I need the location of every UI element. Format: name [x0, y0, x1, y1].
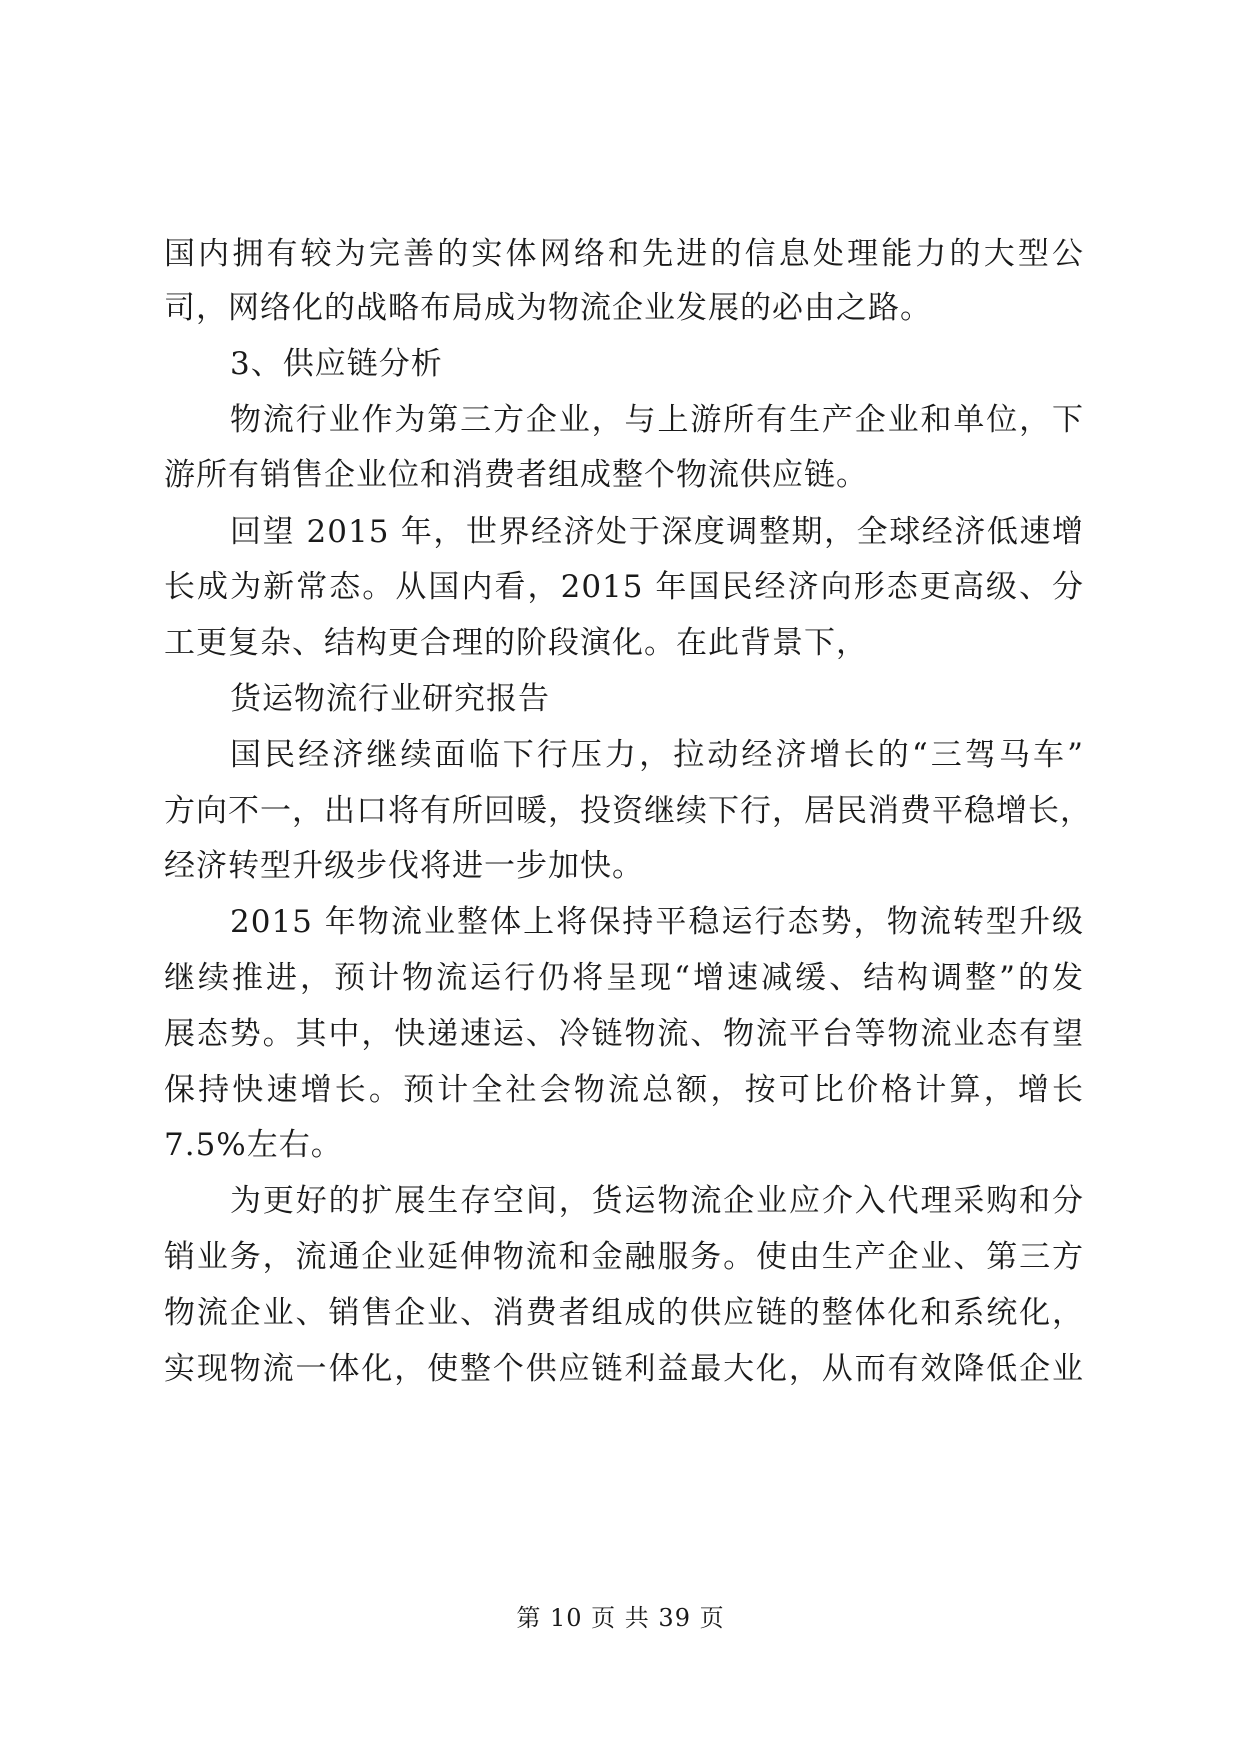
text-line: 实现物流一体化，使整个供应链利益最大化，从而有效降低企业 — [164, 1351, 1084, 1387]
text-line: 游所有销售企业位和消费者组成整个物流供应链。 — [164, 457, 868, 493]
text-line: 为更好的扩展生存空间，货运物流企业应介入代理采购和分 — [230, 1183, 1084, 1219]
text-line: 展态势。其中，快递速运、冷链物流、物流平台等物流业态有望 — [164, 1016, 1084, 1052]
text-line: 物流行业作为第三方企业，与上游所有生产企业和单位，下 — [230, 402, 1084, 438]
text-line: 经济转型升级步伐将进一步加快。 — [164, 848, 644, 884]
report-title-line: 货运物流行业研究报告 — [230, 681, 550, 717]
text-line: 销业务，流通企业延伸物流和金融服务。使由生产企业、第三方 — [164, 1239, 1084, 1275]
text-line: 方向不一，出口将有所回暖，投资继续下行，居民消费平稳增长， — [164, 793, 1092, 829]
text-line: 国内拥有较为完善的实体网络和先进的信息处理能力的大型公 — [164, 236, 1084, 272]
section-heading: 3、供应链分析 — [230, 346, 443, 382]
text-line: 国民经济继续面临下行压力，拉动经济增长的“三驾马车” — [230, 737, 1084, 773]
text-line: 长成为新常态。从国内看，2015 年国民经济向形态更高级、分 — [164, 569, 1084, 605]
text-line: 2015 年物流业整体上将保持平稳运行态势，物流转型升级 — [230, 904, 1084, 940]
text-line: 7.5%左右。 — [164, 1127, 343, 1163]
text-line: 回望 2015 年，世界经济处于深度调整期，全球经济低速增 — [230, 514, 1084, 550]
text-line: 司，网络化的战略布局成为物流企业发展的必由之路。 — [164, 290, 932, 326]
page-number-footer: 第 10 页 共 39 页 — [516, 1604, 725, 1632]
text-line: 继续推进，预计物流运行仍将呈现“增速减缓、结构调整”的发 — [164, 960, 1084, 996]
text-line: 保持快速增长。预计全社会物流总额，按可比价格计算，增长 — [164, 1072, 1084, 1108]
text-line: 物流企业、销售企业、消费者组成的供应链的整体化和系统化， — [164, 1295, 1084, 1331]
text-line: 工更复杂、结构更合理的阶段演化。在此背景下， — [164, 625, 868, 661]
